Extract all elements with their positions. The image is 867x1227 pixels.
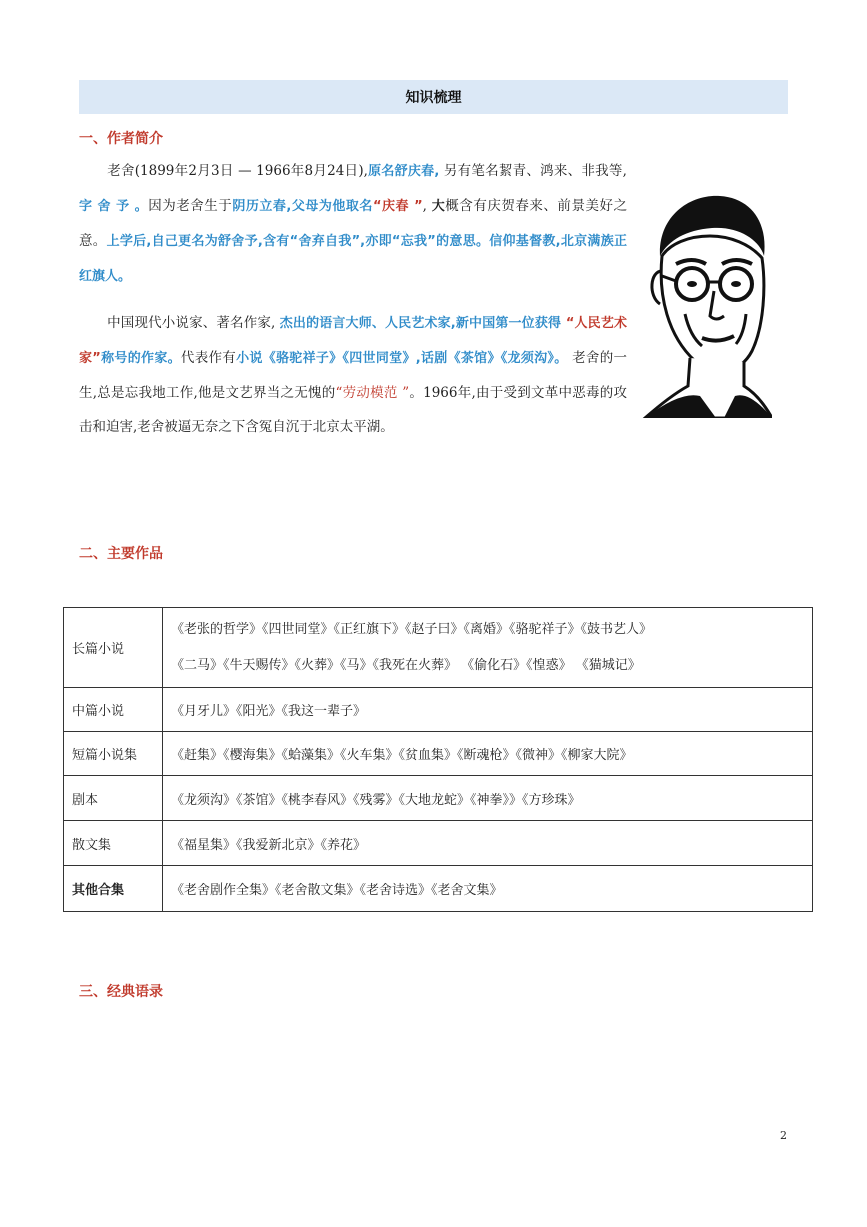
- page-number: 2: [780, 1129, 787, 1142]
- category-cell: 长篇小说: [64, 608, 163, 688]
- category-cell: 散文集: [64, 821, 163, 866]
- text-span: 上学后,自己更名为舒舍予,含有“舍弃自我”,亦即“忘我”的意思。信仰基督教,北京满族正红旗人。: [79, 234, 627, 284]
- category-cell: 短篇小说集: [64, 732, 163, 776]
- text-span: 代表作有: [180, 350, 237, 366]
- works-line: 《老张的哲学》《四世同堂》《正红旗下》《赵子曰》《离婚》《骆驼祥子》《鼓书艺人》: [171, 621, 653, 637]
- table-row: [64, 608, 813, 688]
- text-span: 另有笔名絜青、鸿来、非我等,: [439, 163, 627, 179]
- heading-author-intro: 一、作者简介: [79, 131, 163, 147]
- table-row: [64, 776, 813, 821]
- works-cell: 《福星集》《我爱新北京》《养花》: [163, 821, 813, 866]
- text-span: 阴历立春,父母为他取名: [232, 199, 373, 214]
- category-cell: 中篇小说: [64, 688, 163, 732]
- text-span: ,: [422, 198, 432, 214]
- text-span: “人民艺术家”: [79, 316, 627, 366]
- table-row: [64, 732, 813, 776]
- text-span: 杰出的语言大师、人民艺术家,新中国第一位获得: [279, 316, 566, 331]
- works-cell: 《赶集》《樱海集》《蛤藻集》《火车集》《贫血集》《断魂枪》《微神》《柳家大院》: [163, 732, 813, 776]
- heading-classic-quotes: 三、经典语录: [79, 984, 163, 1000]
- text-span: 中国现代小说家、著名作家,: [107, 315, 280, 331]
- works-cell: 《月牙儿》《阳光》《我这一辈子》: [163, 688, 813, 732]
- portrait-image: [640, 186, 772, 418]
- text-span: 原名舒庆春,: [367, 164, 440, 179]
- text-span: 称号的作家。: [100, 351, 181, 366]
- works-cell: [163, 608, 813, 688]
- text-span: 。1966年,由于受到文革中恶毒的攻击和迫害,老舍被逼无奈之下含冤自沉于北京太平湖。: [79, 385, 627, 435]
- text-span: “庆春 ”: [372, 199, 423, 214]
- text-span: 老舍(1899年2月3日 — 1966年8月24日),: [107, 163, 368, 179]
- category-cell: 其他合集: [64, 866, 163, 912]
- text-span: 字 舍 予 。: [79, 199, 149, 214]
- works-table: [63, 607, 813, 912]
- heading-major-works: 二、主要作品: [79, 546, 163, 562]
- works-cell: 《老舍剧作全集》《老舍散文集》《老舍诗选》《老舍文集》: [163, 866, 813, 912]
- works-line: 《二马》《牛天赐传》《火葬》《马》《我死在火葬》 《偷化石》《惶惑》 《猫城记》: [171, 657, 641, 673]
- category-cell: 剧本: [64, 776, 163, 821]
- paragraph-achievements: [79, 306, 627, 444]
- text-span: 小说《骆驼祥子》《四世同堂》,话剧《茶馆》《龙须沟》。: [236, 351, 568, 366]
- table-row: [64, 866, 813, 912]
- paragraph-biography: [79, 154, 627, 294]
- text-span: 老舍的一生,总是忘我地工作,他是文艺界当之无愧的: [79, 350, 627, 401]
- text-span: 大: [431, 199, 446, 214]
- section-banner: 知识梳理: [79, 80, 788, 114]
- works-cell: 《龙须沟》《茶馆》《桃李春风》《残雾》《大地龙蛇》《神拳》》《方珍珠》: [163, 776, 813, 821]
- text-span: 概含有庆贺春来、前景美好之意。: [79, 198, 627, 249]
- table-row: [64, 688, 813, 732]
- text-span: “劳动模范 ”: [335, 385, 410, 401]
- table-row: [64, 821, 813, 866]
- text-span: 因为老舍生于: [148, 198, 233, 214]
